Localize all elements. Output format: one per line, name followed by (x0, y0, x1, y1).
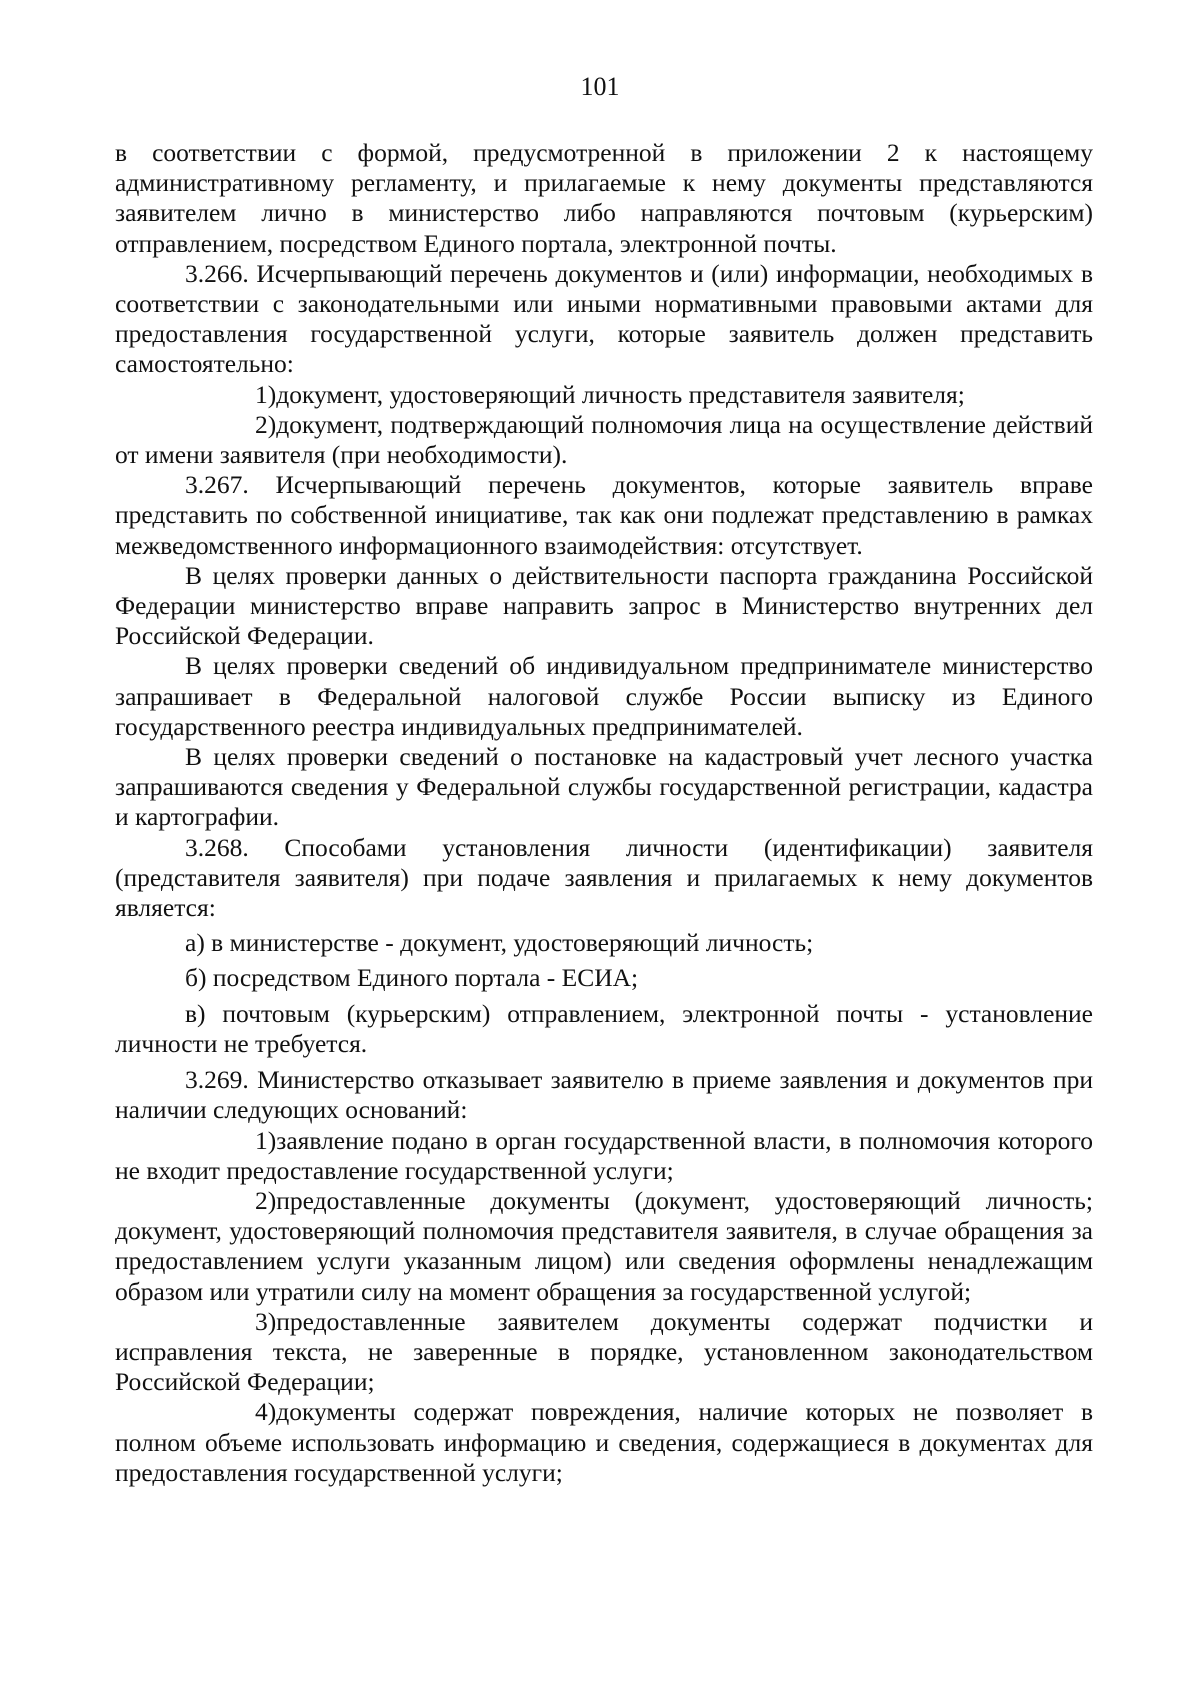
list-number: 2) (255, 1185, 277, 1215)
list-item-a: а) в министерстве - документ, удостоверяющий личность; (185, 928, 814, 958)
refusal-item-3: 3)предоставленные заявителем документы содержат подчистки и исправления текста, не заверенные в порядке, установленном законодательством Российской Федерации; (115, 1306, 1093, 1397)
list-number: 1) (255, 1125, 277, 1155)
paragraph-3-267: 3.267. Исчерпывающий перечень документов, которые заявитель вправе представить по собственной инициативе, так как они подлежат представлению в рамках межведомственного информационного взаимодействия: отсутствует. (115, 470, 1093, 560)
paragraph-3-269: 3.269. Министерство отказывает заявителю в приеме заявления и документов при наличии следующих оснований: (115, 1065, 1093, 1125)
document-body (115, 138, 1093, 1488)
list-item-1: 1)документ, удостоверяющий личность представителя заявителя; (115, 380, 1093, 410)
list-number: 4) (255, 1397, 277, 1427)
refusal-item-1: 1)заявление подано в орган государственной власти, в полномочия которого не входит предоставление государственной услуги; (115, 1125, 1093, 1185)
list-number: 1) (255, 379, 277, 409)
paragraph-entrepreneur-check: В целях проверки сведений об индивидуальном предпринимателе министерство запрашивает в Федеральной налоговой службе России выписку из Единого государственного реестра индивидуальных предпринимателей. (115, 651, 1093, 741)
refusal-item-4: 4)документы содержат повреждения, наличие которых не позволяет в полном объеме использовать информацию и сведения, содержащиеся в документах для предоставления государственной услуги; (115, 1397, 1093, 1487)
refusal-item-2: 2)предоставленные документы (документ, удостоверяющий личность; документ, удостоверяющий полномочия представителя заявителя, в случае обращения за предоставлением услуги указанным лицом) или сведения оформлены ненадлежащим образом или утратили силу на момент обращения за государственной услугой; (115, 1185, 1093, 1306)
list-item-v: в) почтовым (курьерским) отправлением, электронной почты - установление личности не требуется. (115, 998, 1093, 1058)
paragraph-passport-check: В целях проверки данных о действительности паспорта гражданина Российской Федерации министерство вправе направить запрос в Министерство внутренних дел Российской Федерации. (115, 560, 1093, 651)
list-number: 2) (255, 409, 277, 439)
paragraph-cadastre-check: В целях проверки сведений о постановке на кадастровый учет лесного участка запрашиваются сведения у Федеральной службы государственной регистрации, кадастра и картографии. (115, 742, 1093, 832)
paragraph-continuation: в соответствии с формой, предусмотренной в приложении 2 к настоящему административному регламенту, и прилагаемые к нему документы представляются заявителем лично в министерство либо направляются почтовым (курьерским) отправлением, посредством Единого портала, электронной почты. (115, 138, 1093, 258)
list-number: 3) (255, 1306, 277, 1336)
paragraph-3-268: 3.268. Способами установления личности (идентификации) заявителя (представителя заявителя) при подаче заявления и прилагаемых к нему документов является: (115, 832, 1093, 923)
paragraph-3-266: 3.266. Исчерпывающий перечень документов и (или) информации, необходимых в соответствии с законодательными или иными нормативными правовыми актами для предоставления государственной услуги, которые заявитель должен представить самостоятельно: (115, 258, 1093, 379)
list-item-b: б) посредством Единого портала - ЕСИА; (185, 963, 639, 993)
list-item-2: 2)документ, подтверждающий полномочия лица на осуществление действий от имени заявителя (при необходимости). (115, 409, 1093, 470)
page-number: 101 (580, 72, 620, 101)
